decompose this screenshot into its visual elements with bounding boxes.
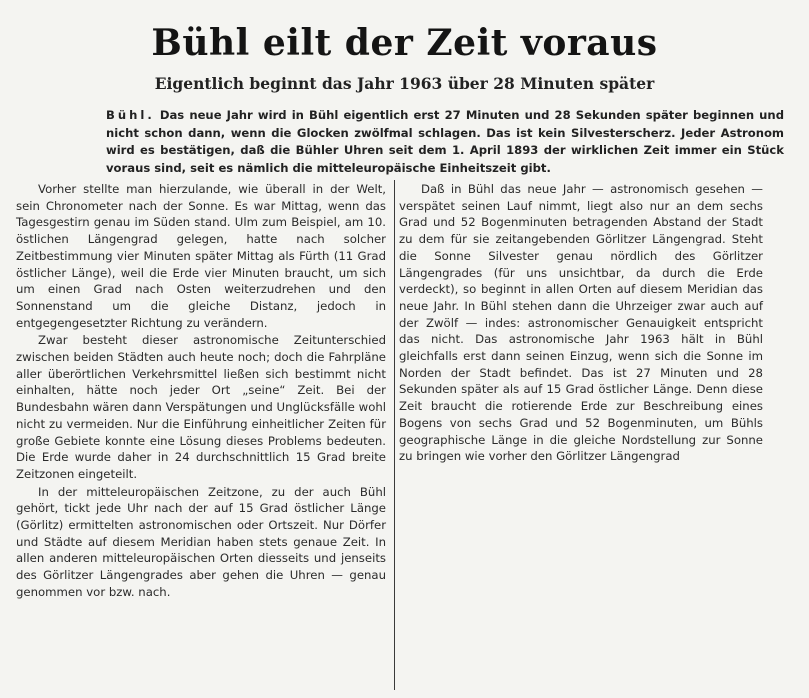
column-divider bbox=[394, 180, 395, 690]
left-column bbox=[0, 181, 386, 601]
right-column bbox=[399, 181, 763, 465]
lead-text: Das neue Jahr wird in Bühl eigentlich erst 27 Minuten und 28 Sekunden später beginnen und nicht schon dann, wenn die Glocken zwölfmal schlagen. Das ist kein Silvesterscherz. Jeder Astronom wird es bestätigen, daß die Bühler Uhren seit dem 1. April 1893 der wirklichen Zeit immer ein Stück voraus sind, seit es nämlich die mitteleuropäische Einheitszeit gibt. bbox=[106, 108, 784, 175]
article-headline: Bühl eilt der Zeit voraus bbox=[151, 22, 658, 64]
left-paragraph-1: Vorher stellte man hierzulande, wie überall in der Welt, sein Chronometer nach der Sonne. Es war Mittag, wenn das Tagesgestirn genau im Süden stand. Ulm zum Beispiel, am 10. östlichen Längengrad gelegen, hatte nach solcher Zeitbestimmung vier Minuten später Mittag als Fürth (11 Grad östlicher Länge), weil die Erde vier Minuten braucht, um sich um einen Grad nach Osten weiterzudrehen und den Sonnenstand um die gleiche Distanz, jedoch in entgegengesetzter Richtung zu verändern. bbox=[16, 182, 386, 330]
left-paragraph-2: Zwar besteht dieser astronomische Zeitunterschied zwischen beiden Städten auch heute noch; doch die Fahrpläne aller überörtlichen Verkehrsmittel ließen sich bestimmt nicht einhalten, hätte noch jeder Ort „seine“ Zeit. Bei der Bundesbahn wären dann Verspätungen und Unglücksfälle wohl nicht zu vermeiden. Nur die Einführung einheitlicher Zeiten für große Gebiete konnte eine Lösung dieses Problems bedeuten. Die Erde wurde daher in 24 durchschnittlich 15 Grad breite Zeitzonen eingeteilt. bbox=[16, 333, 386, 481]
lead-dateline: Bühl. bbox=[106, 108, 155, 122]
left-paragraph-3: In der mitteleuropäischen Zeitzone, zu der auch Bühl gehört, tickt jede Uhr nach der auf 15 Grad östlicher Länge (Görlitz) ermittelten astronomischen oder Ortszeit. Nur Dörfer und Städte auf diesem Meridian haben stets genaue Zeit. In allen anderen mitteleuropäischen Orten diesseits und jenseits des Görlitzer Längengrades aber gehen die Uhren — genau genommen vor bzw. nach. bbox=[16, 484, 386, 599]
article-subtitle: Eigentlich beginnt das Jahr 1963 über 28 Minuten später bbox=[154, 74, 655, 93]
right-paragraph-1: Daß in Bühl das neue Jahr — astronomisch gesehen — verspätet seinen Lauf nimmt, liegt also nur an dem sechs Grad und 52 Bogenminuten betragenden Abstand der Stadt zu dem für sie zeitangebenden Görlitzer Längengrad. Steht die Sonne Silvester genau nördlich des Görlitzer Längengrades (für uns unsichtbar, da durch die Erde verdeckt), so beginnt in allen Orten auf diesem Meridian das neue Jahr. In Bühl stehen dann die Uhrzeiger zwar auch auf der Zwölf — indes: astronomischer Genauigkeit entspricht das nicht. Das astronomische Jahr 1963 hält in Bühl gleichfalls erst dann seinen Einzug, wenn sich die Sonne im Norden der Stadt befindet. Das ist 27 Minuten und 28 Sekunden später als auf 15 Grad östlicher Länge. Denn diese Zeit braucht die rotierende Erde zur Beschreibung eines Bogens von sechs Grad und 52 Bogenminuten, um Bühls geographische Länge in die gleiche Nordstellung zur Sonne zu bringen wie vorher den Görlitzer Längengrad bbox=[399, 182, 763, 464]
article-lead bbox=[106, 107, 784, 177]
